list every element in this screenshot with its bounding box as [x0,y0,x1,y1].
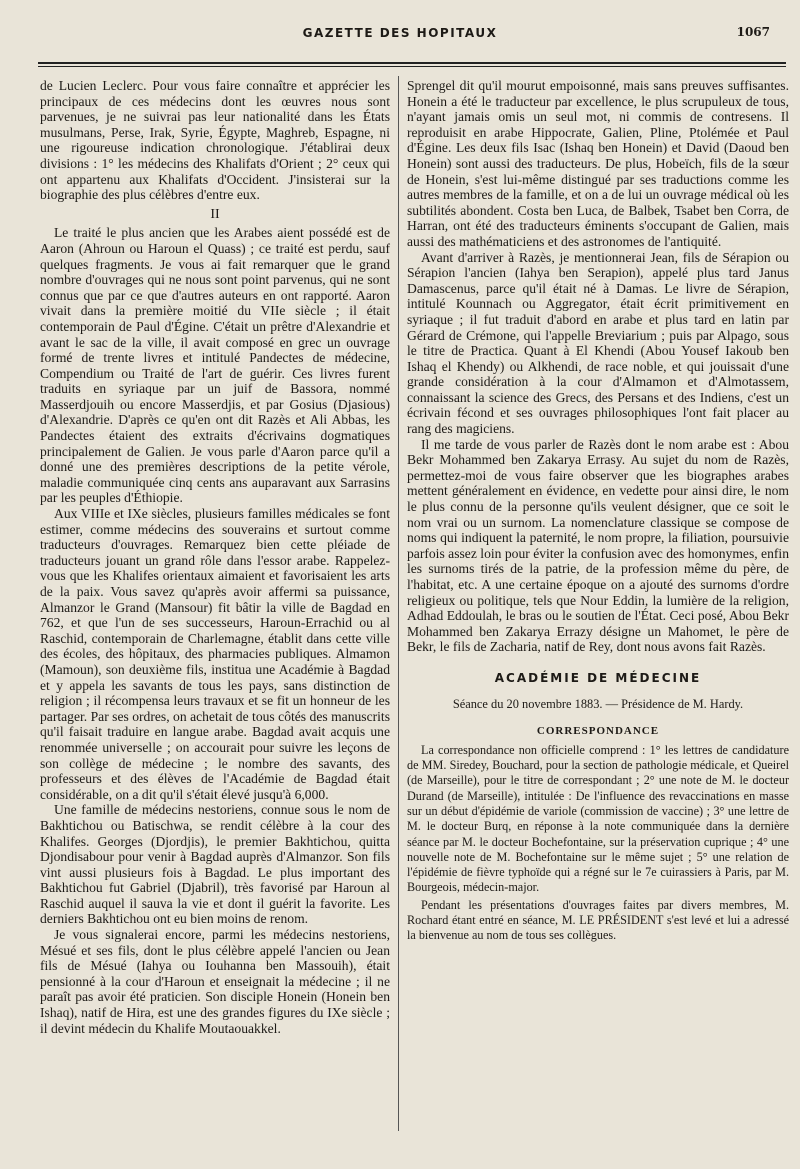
session-line: Séance du 20 novembre 1883. — Présidence de M. Hardy. [452,696,744,711]
page-header [0,26,800,46]
header-rule-top [38,62,786,64]
left-paragraph-4: Une famille de médecins nestoriens, connue sous le nom de Bakhtichou ou Batischwa, se rendit célèbre à la cour des Khalifes. Georges (Djordjis), le premier Bakhtichou, quitta Djondisabour pour venir à Bagdad auprès d'Almanzor. Son fils vint aussi plusieurs fois à Bagdad. Le plus important des Bakhtichou fut Gabriel (Djabril), très favorisé par Haroun al Raschid auquel il sauva la vie et dont il guérit la favorite. Les derniers Bakhtichou ont eu bien moins de renom. [40,802,390,927]
header-rule-bottom [38,66,786,67]
right-paragraph-2: Avant d'arriver à Razès, je mentionnerai Jean, fils de Sérapion ou Sérapion l'ancien (Iahya ben Serapion), appelé plus tard Janus Damascenus, parce qu'il était né à Damas. Le livre de Sérapion, intitulé Kounnach ou Aggregator, était écrit primitivement en syriaque ; il fut traduit d'abord en arabe et plus tard en latin par Gérard de Crémone, qui l'appelle Breviarium ; puis par Alpago, sous le titre de Practica. Quant à El Khendi (Abou Yousef Iakoub ben Ishaq el Khendy) ou Alkhendi, de race noble, et qui jouissait d'une grande considération à la cour d'Almamon et d'Almotassem, connaissant la science des Grecs, des Persans et des Indiens, c'est un écrivain fécond et ses ouvrages philosophiques l'ont fait placer au rang des magiciens. [407,249,789,437]
left-paragraph-1: de Lucien Leclerc. Pour vous faire connaître et apprécier les principaux de ces médecins dont les œuvres nous sont parvenues, je ne suivrai pas leur nationalité dans les États musulmans, Perse, Irak, Syrie, Égypte, Maghreb, Espagne, ni une rigoureuse indication chronologique. J'établirai deux divisions : 1° les médecins des Khalifats d'Orient ; 2° ceux qui ont appartenu aux Khalifats d'Occident. J'insisterai sur la biographie des plus célèbres d'entre eux. [40,78,390,203]
left-paragraph-5: Je vous signalerai encore, parmi les médecins nestoriens, Mésué et ses fils, dont le plus célèbre appelé l'ancien ou Jean fils de Mésué (Iahya ou Iouhanna ben Massouih), était pensionné à la cour d'Haroun et enseignait la médecine ; il ne paraît pas avoir été praticien. Son disciple Honein (Honein ben Ishaq), natif de Hira, est une des grandes figures du IXe siècle ; il devint médecin du Khalife Moutaouakkel. [40,927,390,1036]
section-heading: ACADÉMIE DE MÉDECINE [494,670,702,685]
left-paragraph-2: Le traité le plus ancien que les Arabes aient possédé est de Aaron (Ahroun ou Haroun el Quass) ; ce traité est perdu, sauf quelques fragments. Je vous ai fait remarquer que le grand nombre d'ouvrages qui ne nous sont point parvenus, qui ne sont connus que par ce que d'autres auteurs en ont rapporté. Aaron vivait dans la première moitié du VIIe siècle ; il était contemporain de Paul d'Égine. C'était un prêtre d'Alexandrie et avant le sac de la ville, il avait composé en grec un ouvrage formé de trente livres et intitulé Pandectes de médecine, Compendium ou Traité de l'art de guérir. Ces livres furent traduits en syriaque par un juif de Bassora, nommé Masserdjouih ou encore Masserdjis, et par Gosius (Djasious) d'Alexandrie. D'après ce qu'en ont dit Razès et Ali Abbas, les Pandectes étaient des extraits d'écrivains dogmatiques principalement de Galien. Je vous parle d'Aaron parce qu'il a donné une des premières descriptions de la petite vérole, maladie communiquée cinq cents ans auparavant aux Sarrasins par les peuples d'Éthiopie. [40,225,390,506]
right-paragraph-4: La correspondance non officielle comprend : 1° les lettres de candidature de MM. Siredey, Bouchard, pour la section de pathologie médicale, et Queirel (de Marseille), pour le titre de correspondant ; 2° une note de M. le docteur Durand (de Marseille), intitulée : De l'influence des revaccinations en masse sur un début d'épidémie de variole (commission de vaccine) ; 3° une lettre de M. le docteur Burq, en réponse à la note communiquée dans la dernière séance par M. le docteur Bochefontaine, sur la préservation cuprique ; 4° une nouvelle note de M. Bochefontaine sur le même sujet ; 5° une relation de l'épidémie de fièvre typhoïde qui a régné sur le 7e cuirassiers à Paris, par M. Bourgeois, médecin-major. [407,742,789,895]
left-column [40,78,390,1036]
left-paragraph-3: Aux VIIIe et IXe siècles, plusieurs familles médicales se font estimer, comme médecins des souverains et surtout comme traducteurs d'ouvrages. Remarquez bien cette pléiade de traducteurs jouant un grand rôle dans l'essor arabe. Rappelez-vous que les Khalifes orientaux aimaient et favorisaient les arts de la paix. Vous savez qu'après avoir affermi sa puissance, Almanzor le Grand (Mansour) fit bâtir la ville de Bagdad en 762, et que l'un de ses successeurs, Haroun-Errachid ou al Raschid, contemporain de Charlemagne, établit dans cette ville des écoles, des hôpitaux, des pharmacies publiques. Almamon (Mamoun), son deuxième fils, institua une Académie à Bagdad et y appela les savants de tous les pays, sans distinction de religion ; il récompensa leurs travaux et se fit un honneur de les partager. Par ses ordres, on achetait de tous côtés des manuscrits qu'il faisait traduire en langue arabe. Bagdad avait acquis une renommée universelle ; on accourait pour suivre les leçons de son collège de médecine ; le nombre des savants, des professeurs et des élèves de l'Académie de Bagdad était considérable, on a dit qu'il s'était élevé jusqu'à 6,000. [40,506,390,802]
right-column [407,78,789,944]
journal-title: GAZETTE DES HOPITAUX [302,26,498,40]
right-paragraph-3: Il me tarde de vous parler de Razès dont le nom arabe est : Abou Bekr Mohammed ben Zakarya Errasy. Au sujet du nom de Razès, permettez-moi de vous faire observer que les biographes arabes mettent généralement en évidence, en vedette pour ainsi dire, le nom le plus connu de la personne qu'ils veulent désigner, que ce soit le nom vrai ou un surnom. La nomenclature classique se compose de noms qui indiquent la paternité, le nom propre, la filiation, poursuivie parfois assez loin pour éviter la confusion avec des homonymes, enfin les surnoms tirés de la patrie, de la profession même du père, de l'habitat, etc. A une certaine époque on a ajouté des surnoms d'ordre religieux ou politique, tels que Nour Eddin, la lumière de la religion, Adhad Eddoulah, le bras ou le soutien de l'État. Ceci posé, Abou Bekr Mohammed ben Zakarya Errazy désigne un Mahomet, le père de Bekr, le fils de Zacharia, natif de Rey, dont nous avons fait Razès. [407,436,789,655]
correspondence-heading: CORRESPONDANCE [536,725,660,738]
column-divider [398,76,399,1131]
page-number: 1067 [736,25,770,39]
right-paragraph-5: Pendant les présentations d'ouvrages faites par divers membres, M. Rochard étant entré en séance, M. LE PRÉSIDENT s'est levé et lui a adressé la bienvenue au nom de tous ses collègues. [407,897,789,943]
right-paragraph-1: Sprengel dit qu'il mourut empoisonné, mais sans preuves suffisantes. Honein a été le traducteur par excellence, le plus scrupuleux de tous, n'ayant jamais omis un seul mot, ni commis de contresens. Il reproduisit en arabe Hippocrate, Galien, Pline, Ptolémée et Paul d'Égine. Les deux fils Isac (Ishaq ben Honein) et David (Daoud ben Honein) sont aussi des traducteurs. De plus, Hobeïch, fils de la sœur de Honein, s'est lui-même distingué par ses traductions comme les autres membres de la famille, et on a de lui un ouvrage médical où les subtilités abondent. Costa ben Luca, de Balbek, Tsabet ben Corra, de Harran, ont été des traducteurs éminents s'occupant de Galien, mais aussi des mathématiciens et des astronomes de l'antiquité. [407,78,789,249]
section-number: II [210,206,220,222]
